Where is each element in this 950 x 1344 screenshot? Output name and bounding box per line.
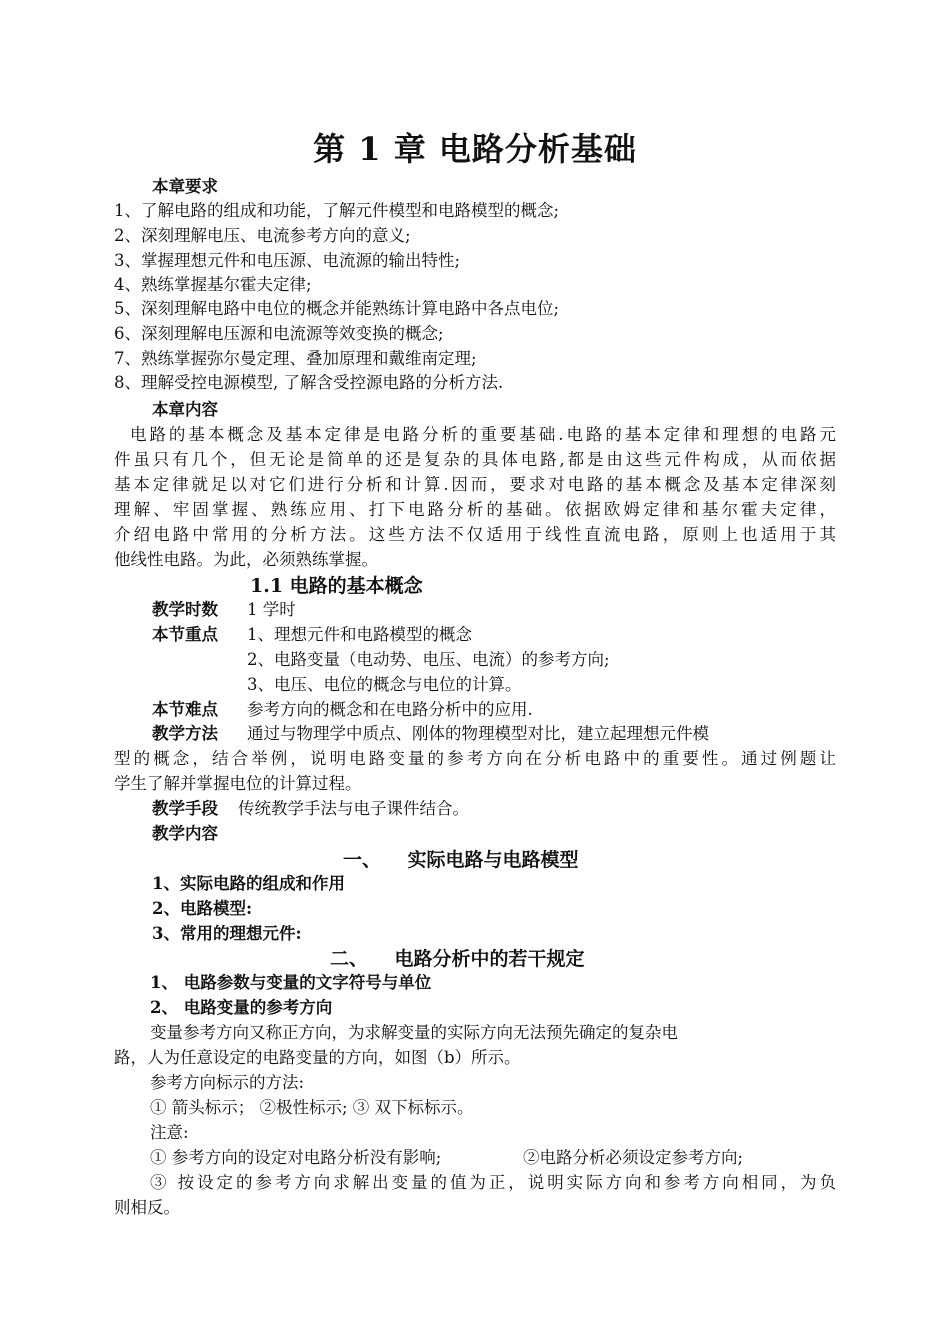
- part-one-item: 3、常用的理想元件:: [152, 924, 302, 943]
- method-line: 型的概念，结合举例，说明电路变量的参考方向在分析电路中的重要性。通过例题让: [114, 749, 836, 768]
- means-value: 传统教学手法与电子课件结合。: [238, 799, 469, 818]
- note-item: ① 参考方向的设定对电路分析没有影响;: [150, 1148, 442, 1167]
- means-label: 教学手段: [152, 799, 218, 818]
- hours-label: 教学时数: [152, 600, 218, 619]
- content-line: 件虽只有几个，但无论是简单的还是复杂的具体电路,都是由这些元件构成，从而依据: [114, 450, 836, 469]
- marking-method-heading: 参考方向标示的方法:: [150, 1073, 305, 1092]
- requirement-item: 3、掌握理想元件和电压源、电流源的输出特性;: [114, 251, 461, 270]
- content-line: 他线性电路。为此，必须熟练掌握。: [114, 550, 378, 569]
- hours-value: 1 学时: [247, 600, 296, 619]
- requirements-heading: 本章要求: [152, 177, 218, 196]
- requirement-item: 2、深刻理解电压、电流参考方向的意义;: [114, 226, 411, 245]
- content-heading: 本章内容: [152, 400, 218, 419]
- requirement-item: 8、理解受控电源模型, 了解含受控源电路的分析方法.: [114, 373, 504, 392]
- requirement-item: 7、熟练掌握弥尔曼定理、叠加原理和戴维南定理;: [114, 349, 477, 368]
- requirement-item: 6、深刻理解电压源和电流源等效变换的概念;: [114, 324, 444, 343]
- difficulty-value: 参考方向的概念和在电路分析中的应用.: [247, 700, 533, 719]
- part-two-item: 1、 电路参数与变量的文字符号与单位: [150, 973, 432, 992]
- part-one-item: 1、实际电路的组成和作用: [152, 874, 345, 893]
- requirement-item: 4、熟练掌握基尔霍夫定律;: [114, 275, 312, 294]
- teaching-content-label: 教学内容: [152, 824, 218, 843]
- reference-direction-line: 路，人为任意设定的电路变量的方向，如图（b）所示。: [114, 1048, 521, 1067]
- method-line: 学生了解并掌握电位的计算过程。: [114, 774, 362, 793]
- page-title: 第 1 章 电路分析基础: [313, 130, 637, 168]
- reference-direction-line: 变量参考方向又称正方向，为求解变量的实际方向无法预先确定的复杂电: [150, 1023, 678, 1042]
- key-point-item: 3、电压、电位的概念与电位的计算。: [247, 675, 522, 694]
- content-line: 介绍电路中常用的分析方法。这些方法不仅适用于线性直流电路，原则上也适用于其: [114, 525, 836, 544]
- key-points-label: 本节重点: [152, 625, 218, 644]
- key-point-item: 2、电路变量（电动势、电压、电流）的参考方向;: [247, 650, 610, 669]
- requirement-item: 5、深刻理解电路中电位的概念并能熟练计算电路中各点电位;: [114, 299, 560, 318]
- content-line: 基本定律就足以对它们进行分析和计算.因而，要求对电路的基本概念及基本定律深刻: [114, 475, 836, 494]
- difficulty-label: 本节难点: [152, 700, 218, 719]
- method-line: 通过与物理学中质点、刚体的物理模型对比，建立起理想元件模: [247, 724, 709, 743]
- section-title: 1.1 电路的基本概念: [250, 575, 423, 597]
- part-two-item: 2、 电路变量的参考方向: [150, 998, 333, 1017]
- note-line: ③ 按设定的参考方向求解出变量的值为正，说明实际方向和参考方向相同，为负: [150, 1173, 836, 1192]
- note-item: ②电路分析必须设定参考方向;: [523, 1148, 744, 1167]
- content-line: 理解、牢固掌握、熟练应用、打下电路分析的基础。依据欧姆定律和基尔霍夫定律，: [114, 500, 836, 519]
- part-one-item: 2、电路模型:: [152, 899, 253, 918]
- key-point-item: 1、理想元件和电路模型的概念: [247, 625, 472, 644]
- requirement-item: 1、了解电路的组成和功能，了解元件模型和电路模型的概念;: [114, 201, 560, 220]
- note-line: 则相反。: [114, 1198, 180, 1217]
- part-two-title: 二、 电路分析中的若干规定: [330, 948, 585, 970]
- method-label: 教学方法: [152, 724, 218, 743]
- marking-method-line: ① 箭头标示； ②极性标示; ③ 双下标标示。: [150, 1098, 474, 1117]
- note-heading: 注意:: [150, 1123, 189, 1142]
- content-line: 电路的基本概念及基本定律是电路分析的重要基础.电路的基本定律和理想的电路元: [130, 425, 836, 444]
- part-one-title: 一、 实际电路与电路模型: [343, 849, 579, 871]
